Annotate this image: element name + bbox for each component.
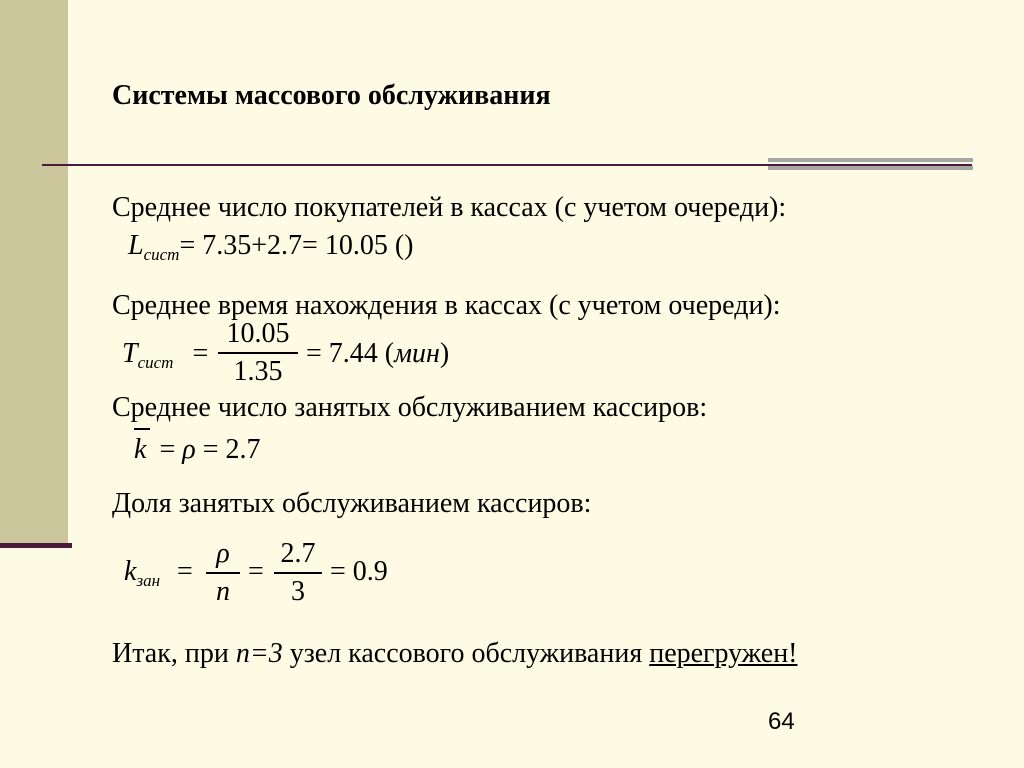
conclusion-prefix: Итак, при bbox=[112, 638, 236, 669]
fraction-denominator: 3 bbox=[291, 575, 305, 607]
left-decor-bar bbox=[0, 0, 68, 546]
formula-sub: сист bbox=[143, 245, 180, 264]
result-value: = 7.44 bbox=[306, 338, 378, 369]
formula-sub: сист bbox=[137, 353, 174, 372]
fraction-bar bbox=[218, 352, 298, 354]
formula-expr: = 7.35+2.7= 10.05 () bbox=[179, 230, 414, 261]
slide-title: Системы массового обслуживания bbox=[112, 80, 551, 111]
text-avg-customers: Среднее число покупателей в кассах (с учетом очереди): bbox=[112, 192, 787, 223]
result-value: = 2.7 bbox=[202, 434, 261, 465]
formula-var: T bbox=[122, 338, 138, 369]
formula-t-sist-rhs bbox=[306, 338, 449, 370]
formula-k-zan-lhs bbox=[124, 556, 193, 591]
fraction-bar bbox=[206, 572, 240, 574]
conclusion-text bbox=[112, 638, 798, 670]
conclusion-condition: n=3 bbox=[235, 638, 283, 669]
fraction-denominator: 1.35 bbox=[233, 355, 283, 387]
rule-decoration bbox=[768, 158, 973, 178]
page-number: 64 bbox=[768, 708, 795, 735]
equals-sign: = bbox=[159, 434, 176, 465]
formula-sub: зан bbox=[136, 571, 161, 590]
rho-symbol: ρ bbox=[182, 434, 196, 465]
formula-var: k bbox=[124, 556, 137, 587]
fraction-numerator: 2.7 bbox=[280, 538, 316, 569]
fraction-values bbox=[274, 538, 322, 608]
fraction-t-sist bbox=[218, 318, 298, 388]
unit-label: мин bbox=[394, 338, 440, 369]
formula-l-sist bbox=[128, 230, 413, 265]
unit-open: ( bbox=[384, 338, 395, 369]
fraction-rho-n bbox=[206, 538, 240, 608]
equals-sign-2: = bbox=[248, 556, 264, 587]
text-share-busy: Доля занятых обслуживанием кассиров: bbox=[112, 488, 592, 519]
text-avg-time: Среднее время нахождения в кассах (с учетом очереди): bbox=[112, 290, 781, 321]
formula-var: k bbox=[134, 434, 147, 465]
formula-t-sist-lhs bbox=[122, 338, 208, 373]
fraction-numerator: 10.05 bbox=[226, 318, 290, 349]
conclusion-emphasis: перегружен! bbox=[649, 638, 798, 669]
fraction-denominator: n bbox=[216, 575, 230, 607]
unit-close: ) bbox=[439, 338, 450, 369]
fraction-bar bbox=[274, 572, 322, 574]
formula-k-mean bbox=[134, 434, 260, 466]
text-busy-cashiers: Среднее число занятых обслуживанием кассиров: bbox=[112, 392, 708, 423]
fraction-numerator: ρ bbox=[216, 538, 230, 569]
equals-sign: = bbox=[177, 556, 193, 587]
k-overbar bbox=[134, 428, 150, 430]
left-accent-line bbox=[0, 543, 72, 548]
formula-var: L bbox=[128, 230, 144, 261]
result-value: = 0.9 bbox=[330, 556, 388, 587]
equals-sign: = bbox=[192, 338, 209, 369]
conclusion-middle: узел кассового обслуживания bbox=[282, 638, 650, 669]
